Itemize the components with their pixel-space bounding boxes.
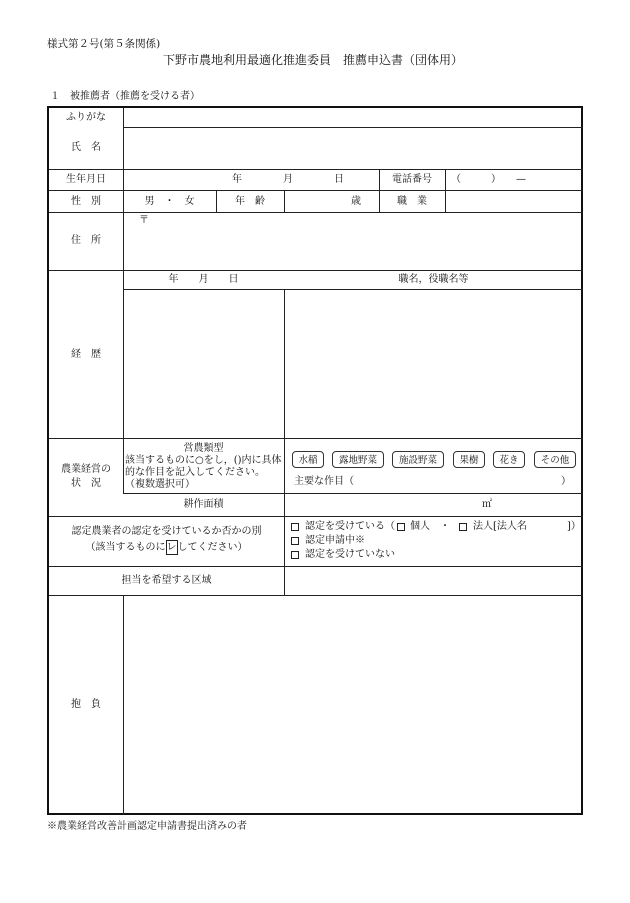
- gender-label: 性 別: [71, 196, 101, 207]
- career-label: 経 歴: [71, 349, 101, 360]
- cultivated-area-field[interactable]: [285, 494, 475, 516]
- farming-type-title: 営農類型: [183, 443, 224, 454]
- certified-label: 認定を受けている（: [305, 521, 395, 532]
- cultivated-area-label: 耕作面積: [183, 499, 224, 510]
- farming-status-label-1: 農業経営の: [61, 464, 111, 475]
- desired-area-field[interactable]: [285, 567, 583, 595]
- certification-question-1: 認定農業者の認定を受けているか否かの別: [71, 526, 262, 537]
- desired-area-label: 担当を希望する区域: [121, 575, 212, 586]
- not-certified-checkbox[interactable]: [291, 551, 299, 559]
- postal-mark: 〒: [139, 215, 149, 226]
- age-unit: 歳: [351, 196, 361, 207]
- not-certified-label: 認定を受けていない: [305, 549, 395, 560]
- certification-question-2: （該当するものにレしてください）: [85, 542, 248, 553]
- career-position-header: 職名，役職名等: [398, 274, 469, 285]
- phone-format[interactable]: （ ） —: [451, 174, 526, 185]
- birth-year-unit: 年: [232, 174, 242, 185]
- corporation-name-field[interactable]: [533, 520, 565, 533]
- crop-chip-flowers[interactable]: 花き: [493, 451, 525, 468]
- career-date-field[interactable]: [124, 290, 284, 438]
- corporation-close: ]）: [567, 521, 581, 532]
- furigana-label: ふりがな: [66, 112, 106, 123]
- form-number: 様式第２号(第５条関係): [47, 38, 161, 50]
- section-heading: １ 被推薦者（推薦を受ける者）: [50, 91, 200, 102]
- crop-chip-field-vegetables[interactable]: 露地野菜: [332, 451, 384, 468]
- area-unit: ㎡: [482, 499, 492, 510]
- applying-checkbox[interactable]: [291, 537, 299, 545]
- corporation-label: 法人[法人名: [473, 521, 527, 532]
- crop-chip-rice[interactable]: 水稲: [292, 451, 324, 468]
- name-label: 氏 名: [71, 142, 101, 153]
- gender-options[interactable]: 男 ・ 女: [144, 196, 195, 207]
- farming-type-desc-2: 的な作目を記入してください。: [125, 467, 265, 478]
- main-crop-close: ）: [561, 476, 571, 487]
- page-title: 下野市農地利用最適化推進委員 推薦申込書（団体用）: [163, 53, 464, 67]
- birth-date-label: 生年月日: [66, 174, 106, 185]
- individual-checkbox[interactable]: [397, 523, 405, 531]
- check-mark-sample: レ: [166, 542, 177, 553]
- farming-type-desc-3: （複数選択可）: [125, 479, 195, 490]
- crop-chip-fruit[interactable]: 果樹: [453, 451, 485, 468]
- address-label: 住 所: [71, 235, 101, 246]
- certified-checkbox[interactable]: [291, 523, 299, 531]
- name-field[interactable]: [124, 128, 583, 169]
- main-crop-label: 主要な作目（: [294, 476, 354, 487]
- birth-day-unit: 日: [334, 174, 344, 185]
- career-date-header: 年 月 日: [168, 274, 239, 285]
- crop-chip-greenhouse-vegetables[interactable]: 施設野菜: [392, 451, 444, 468]
- individual-label: 個人 ・: [410, 521, 450, 532]
- furigana-field[interactable]: [124, 108, 583, 127]
- application-form-table: [47, 106, 583, 815]
- footnote: ※農業経営改善計画認定申請書提出済みの者: [47, 821, 247, 832]
- farming-status-label-2: 状 況: [71, 478, 101, 489]
- ambition-label: 抱 負: [71, 699, 101, 710]
- crop-chip-other[interactable]: その他: [534, 451, 576, 468]
- phone-label: 電話番号: [392, 174, 432, 185]
- career-position-field[interactable]: [285, 290, 583, 438]
- occupation-field[interactable]: [446, 191, 583, 212]
- farming-type-desc-1: 該当するものに○をし，()内に具体: [125, 455, 282, 466]
- occupation-label: 職 業: [397, 196, 427, 207]
- age-label: 年 齢: [235, 196, 265, 207]
- birth-month-unit: 月: [283, 174, 293, 185]
- ambition-field[interactable]: [124, 596, 583, 815]
- applying-label: 認定申請中※: [305, 535, 365, 546]
- address-field[interactable]: [124, 213, 583, 270]
- corporation-checkbox[interactable]: [459, 523, 467, 531]
- main-crop-field[interactable]: [359, 474, 559, 488]
